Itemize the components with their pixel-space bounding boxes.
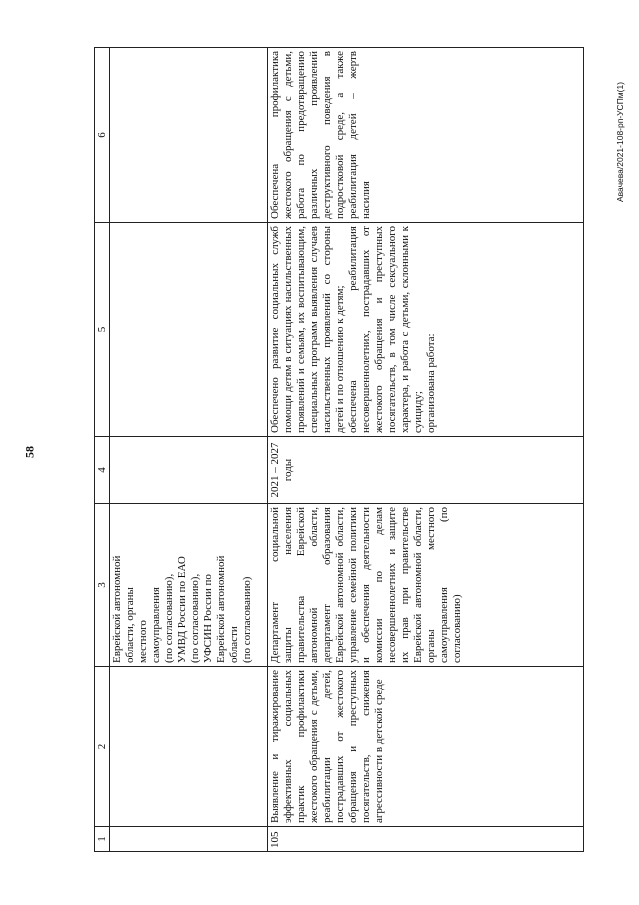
executor-line: (по согласованию): [241, 576, 253, 663]
table-row-105: [268, 48, 584, 852]
cont-measure-cell: [110, 667, 268, 827]
executor-line: УФСИН России по: [202, 574, 214, 663]
header-col-5: 5: [95, 223, 110, 437]
header-col-6: 6: [95, 48, 110, 223]
continuation-row: [110, 48, 268, 852]
result-paragraph: Обеспечено развитие социальных служб помощи детям в ситуациях насильственных проявлений и семьям, их воспитывающим, специальных программ выявления случаев насильственных проявлений со стороны детей и по отношению к детям;: [269, 226, 346, 433]
page-number: 58: [22, 446, 37, 458]
executor-line: области: [228, 626, 240, 663]
measure-cell: Выявление и тиражирование эффективных социальных практик профилактики жестокого обращения с детьми, реабилитации детей, пострадавших от жестокого обращения и преступных посягательств, снижения агрессивности в детской среде: [268, 667, 584, 827]
executor-line: (по согласованию),: [163, 573, 175, 663]
row-number: 105: [268, 827, 584, 852]
result-paragraph: организована работа:: [425, 333, 437, 433]
header-col-2: 2: [95, 667, 110, 827]
executor-line: (по согласованию),: [189, 573, 201, 663]
executors-cell: Департамент социальной защиты населения правительства Еврейской автономной области, департамент образования Еврейской автономной области, управление семейной политики и обеспечения деятельности комиссии по делам несовершеннолетних и защите их прав при правительстве Еврейской автономной области, органы местного самоуправления (по согласованию): [268, 504, 584, 667]
header-col-3: 3: [95, 504, 110, 667]
document-id: Авачева/2021-108-рп-УСПм(1): [615, 81, 625, 203]
executor-line: области, органы: [124, 587, 136, 663]
rotated-table-container: [94, 48, 584, 852]
header-row: [95, 48, 110, 852]
indicator-cell: Обеспечена профилактика жестокого обращения с детьми, работа по предотвращению различных проявлений деструктивного поведения в подростковой среде, а также реабилитация детей – жертв насилия: [268, 48, 584, 223]
cont-result-cell: [110, 223, 268, 437]
header-col-4: 4: [95, 437, 110, 504]
header-col-1: 1: [95, 827, 110, 852]
period-cell: 2021 – 2027 годы: [268, 437, 584, 504]
cont-period-cell: [110, 437, 268, 504]
cont-executors-cell: [110, 504, 268, 667]
result-cell: [268, 223, 584, 437]
cont-num-cell: [110, 827, 268, 852]
executor-line: УМВД России по ЕАО: [176, 556, 188, 663]
executor-line: самоуправления: [150, 587, 162, 663]
executor-line: Еврейской автономной: [111, 555, 123, 663]
cont-indicator-cell: [110, 48, 268, 223]
result-paragraph: обеспечена реабилитация несовершеннолетних, пострадавших от жестокого обращения и преступных посягательств, в том числе сексуального характера, и работа с детьми, склонными к суициду;: [347, 226, 424, 433]
measures-table: [94, 47, 584, 852]
executor-line: Еврейской автономной: [215, 555, 227, 663]
executor-line: местного: [137, 620, 149, 663]
